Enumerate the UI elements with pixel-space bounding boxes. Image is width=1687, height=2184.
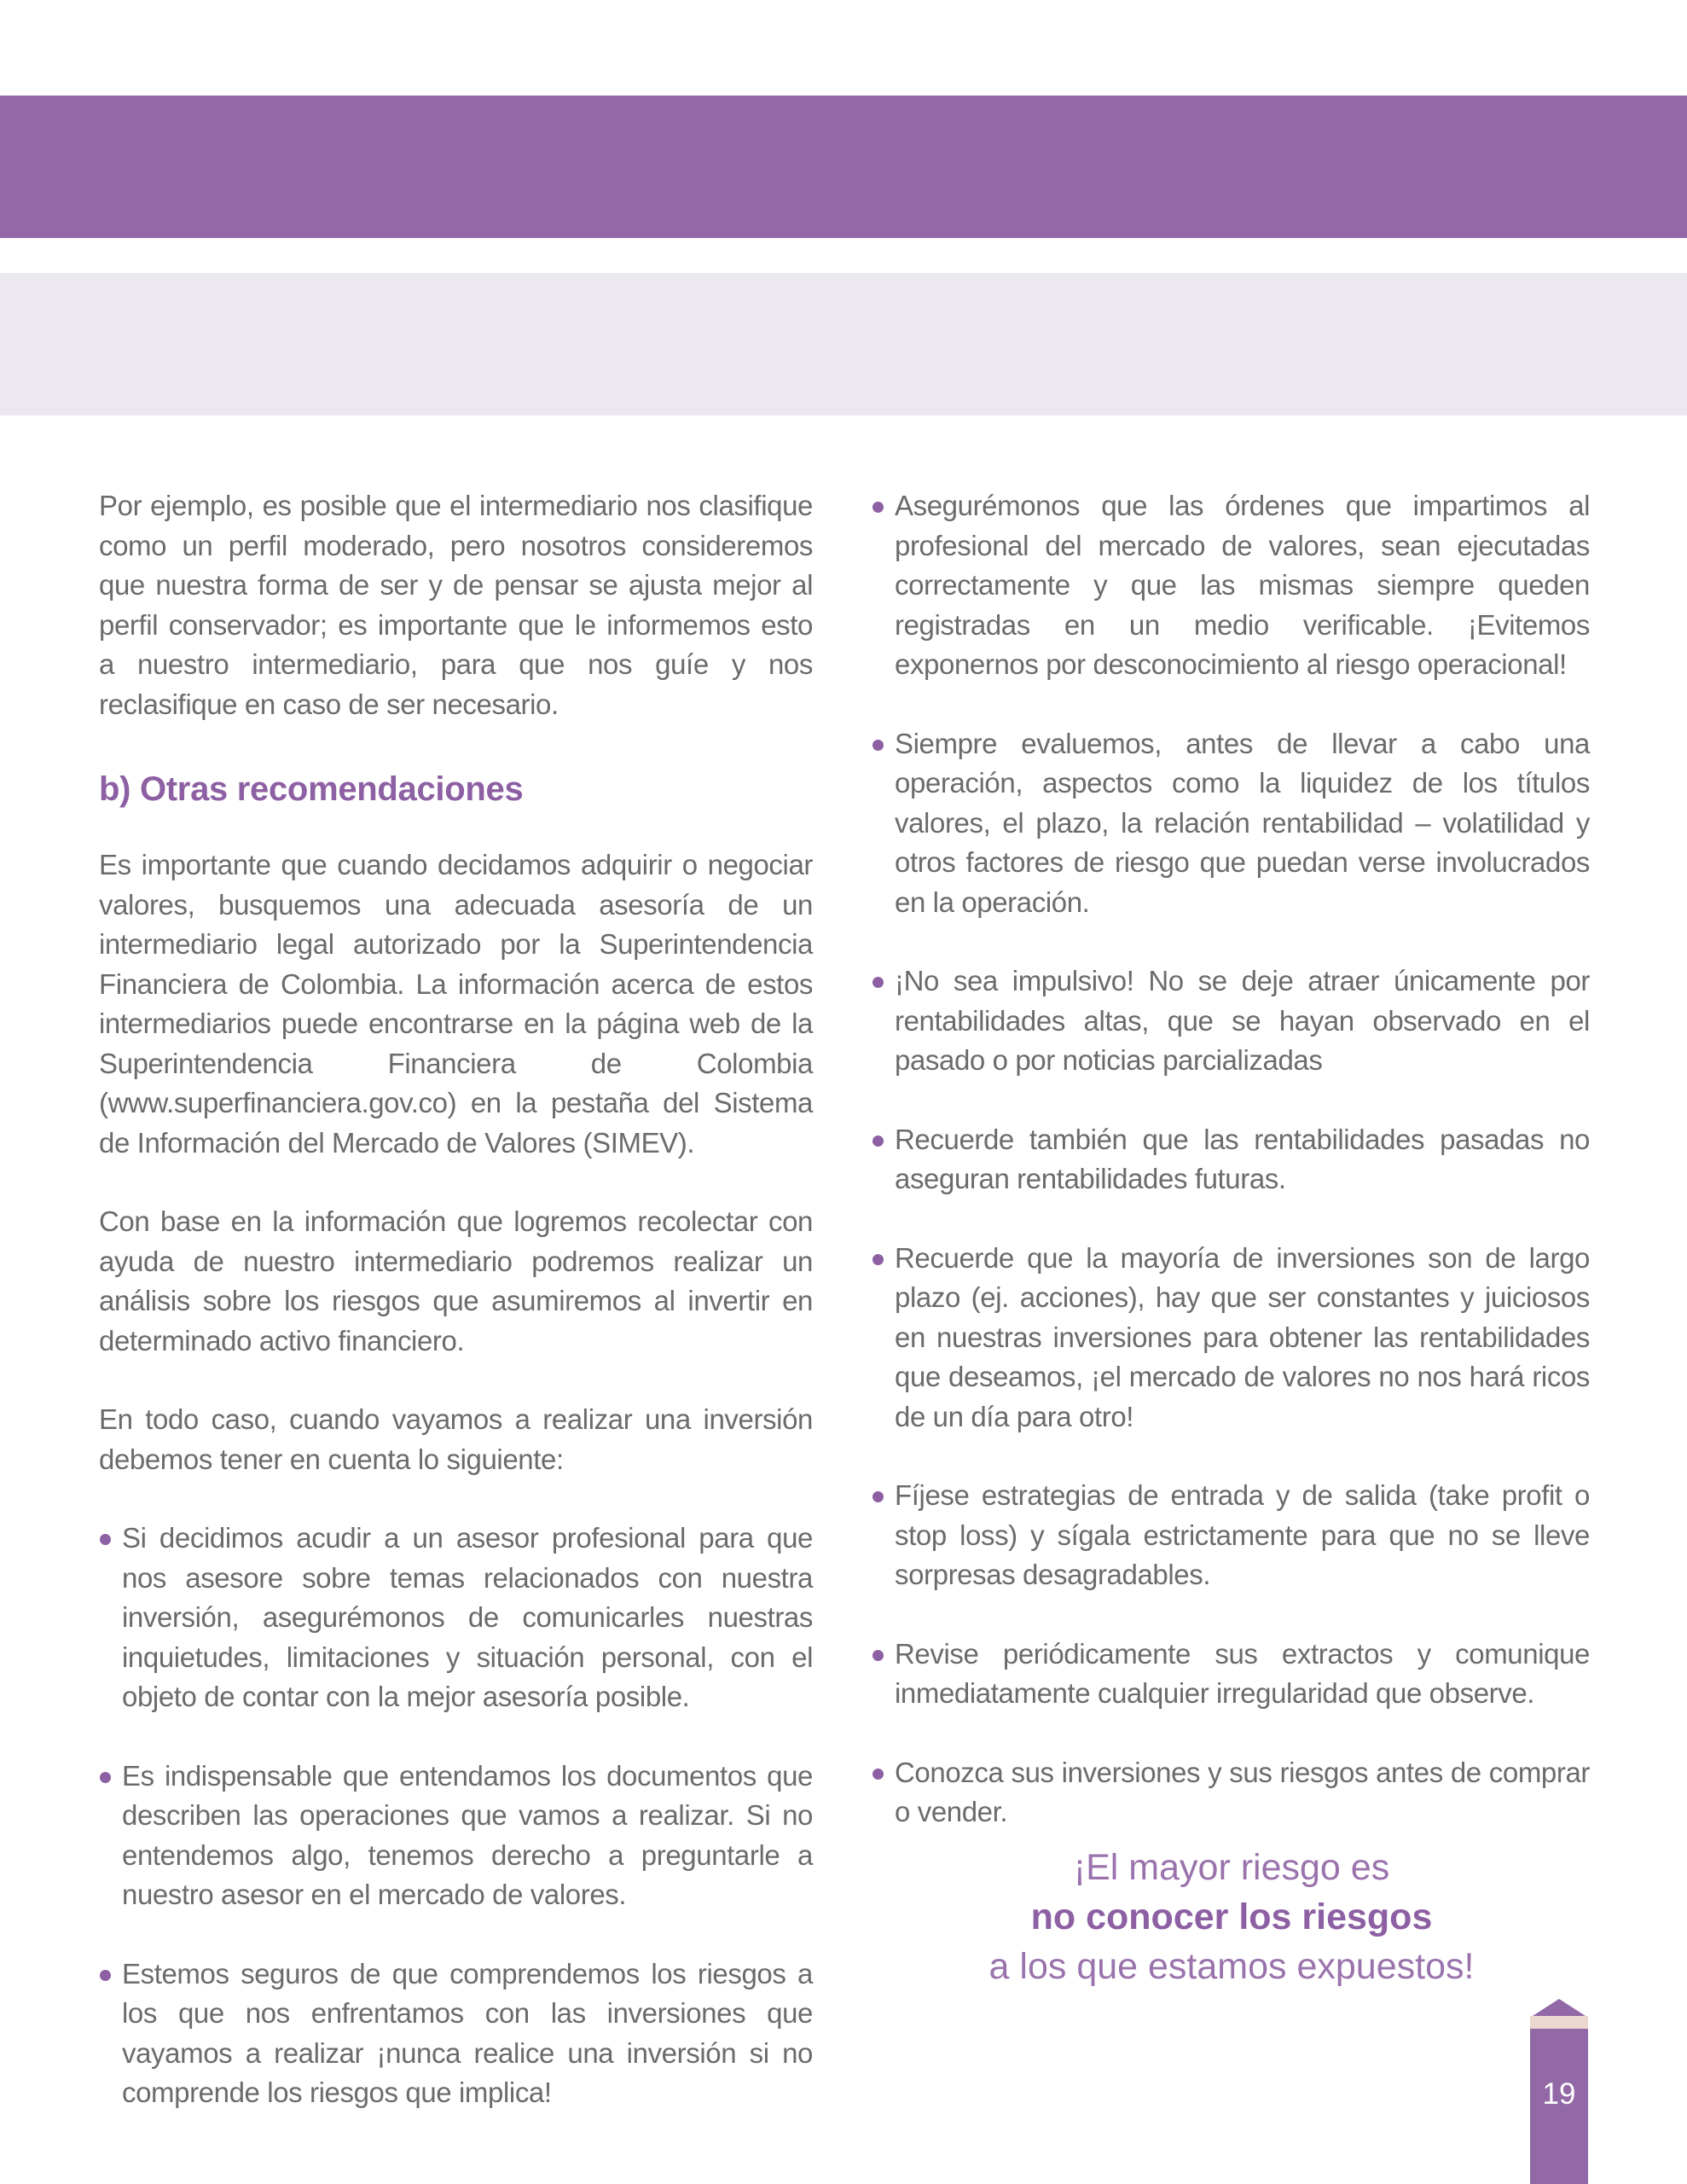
bullet-icon	[872, 1491, 884, 1502]
bullet-icon	[872, 740, 884, 751]
list-item	[99, 1519, 813, 1717]
section-heading: b) Otras recomendaciones	[99, 770, 524, 808]
intro-paragraph: Por ejemplo, es posible que el intermediario nos clasifique como un perfil moderado, pero nosotros consideremos que nuestra forma de ser y de pensar se ajusta mejor al perfil conservador; es importante que le informemos esto a nuestro intermediario, para que nos guíe y nos reclasifique en caso de ser necesario.	[99, 490, 813, 720]
bullet-icon	[100, 1772, 111, 1783]
list-item-text: Revise periódicamente sus extractos y comunique inmediatamente cualquier irregularidad que observe.	[895, 1637, 1590, 1709]
bullet-icon	[872, 502, 884, 513]
header-subband	[0, 273, 1687, 415]
list-item-text: Recuerde que la mayoría de inversiones son de largo plazo (ej. acciones), hay que ser constantes y juiciosos en nuestras inversiones para obtener las rentabilidades que deseamos, ¡el mercado de valores no nos hará ricos de un día para otro!	[895, 1241, 1590, 1432]
highlight-quote	[907, 1843, 1556, 1991]
list-item	[872, 961, 1590, 1081]
bullet-icon	[872, 1769, 884, 1780]
page-number: 19	[1542, 2077, 1576, 2111]
list-item-text: Asegurémonos que las órdenes que impartimos al profesional del mercado de valores, sean ejecutadas correctamente y que las mismas siempre queden registradas en un medio verificable. ¡Evitemos exponernos por desconocimiento al riesgo operacional!	[895, 490, 1590, 680]
list-item	[872, 1120, 1590, 1199]
right-column	[872, 486, 1590, 1833]
bullet-icon	[100, 1534, 111, 1545]
paragraph-advice: Es importante que cuando decidamos adquirir o negociar valores, busquemos una adecuada asesoría de un intermediario legal autorizado por la Superintendencia Financiera de Colombia. La información acerca de estos intermediarios puede encontrarse en la página web de la Superintendencia Financiera de Colombia (www.superfinanciera.gov.co) en la pestaña del Sistema de Información del Mercado de Valores (SIMEV).	[99, 849, 813, 1159]
bullet-icon	[872, 1650, 884, 1661]
list-item-text: Siempre evaluemos, antes de llevar a cabo una operación, aspectos como la liquidez de los títulos valores, el plazo, la relación rentabilidad – volatilidad y otros factores de riesgo que puedan verse involucrados en la operación.	[895, 727, 1590, 918]
list-item	[872, 1476, 1590, 1595]
left-bullet-list	[99, 1519, 813, 2113]
list-item-text: Estemos seguros de que comprendemos los riesgos a los que nos enfrentamos con las inversiones que vayamos a realizar ¡nunca realice una inversión si no comprende los riesgos que implica!	[122, 1957, 813, 2108]
page-tab-tip	[1533, 1999, 1586, 2016]
list-item	[872, 724, 1590, 923]
paragraph-consider: En todo caso, cuando vayamos a realizar una inversión debemos tener en cuenta lo siguiente:	[99, 1403, 813, 1475]
bullet-icon	[872, 1136, 884, 1147]
paragraph-analysis: Con base en la información que logremos recolectar con ayuda de nuestro intermediario podremos realizar un análisis sobre los riesgos que asumiremos al invertir en determinado activo financiero.	[99, 1205, 813, 1356]
list-item-text: ¡No sea impulsivo! No se deje atraer únicamente por rentabilidades altas, que se hayan observado en el pasado o por noticias parcializadas	[895, 965, 1590, 1076]
quote-line-2: no conocer los riesgos	[1030, 1896, 1433, 1937]
list-item-text: Es indispensable que entendamos los documentos que describen las operaciones que vamos a realizar. Si no entendemos algo, tenemos derecho a preguntarle a nuestro asesor en el mercado de valores.	[122, 1759, 813, 1910]
list-item	[872, 486, 1590, 685]
list-item-text: Recuerde también que las rentabilidades pasadas no aseguran rentabilidades futuras.	[895, 1123, 1590, 1194]
bullet-icon	[100, 1970, 111, 1981]
quote-line-3: a los que estamos expuestos!	[988, 1946, 1475, 1987]
list-item	[872, 1635, 1590, 1714]
bullet-icon	[872, 977, 884, 988]
list-item	[99, 1955, 813, 2113]
list-item	[872, 1753, 1590, 1833]
list-item-text: Fíjese estrategias de entrada y de salida (take profit o stop loss) y sígala estrictamente para que no se lleve sorpresas desagradables.	[895, 1479, 1590, 1590]
list-item	[99, 1757, 813, 1915]
page-tab-stripe	[1530, 2016, 1588, 2029]
bullet-icon	[872, 1254, 884, 1265]
list-item	[872, 1239, 1590, 1438]
list-item-text: Conozca sus inversiones y sus riesgos antes de comprar o vender.	[895, 1756, 1590, 1827]
left-column	[99, 486, 813, 2113]
list-item-text: Si decidimos acudir a un asesor profesional para que nos asesore sobre temas relacionados con nuestra inversión, asegurémonos de comunicarles nuestras inquietudes, limitaciones y situación personal, con el objeto de contar con la mejor asesoría posible.	[122, 1522, 813, 1712]
header-band	[0, 96, 1687, 238]
quote-line-1: ¡El mayor riesgo es	[1073, 1847, 1390, 1888]
right-bullet-list	[872, 486, 1590, 1833]
